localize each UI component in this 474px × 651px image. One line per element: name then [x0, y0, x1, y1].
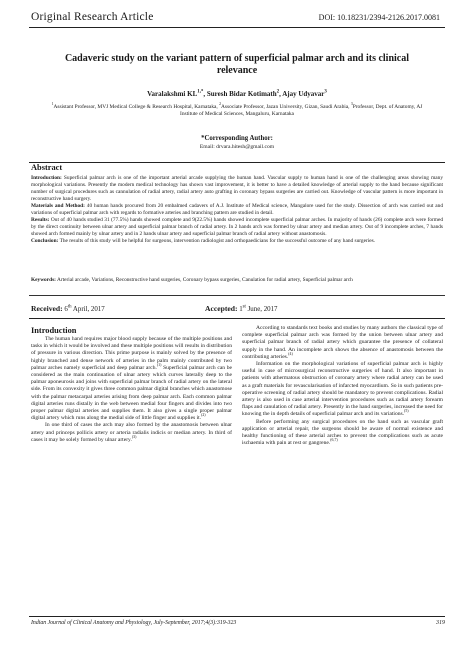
abstract-intro-text: Superficial palmar arch is one of the important arterial arcade supplying the human hand. Vascular supply to human hand is one of the challenging areas showing many morphological variations. Presently the modern medical technology has shown vast improvement, it is better to have a detailed knowledge of arterial supply to the hand because significant number of surgical procedures such as cannulation of radial artery, radial artery auto grafting in coronary bypass surgeries are carried out. Knowledge of vascular pattern is more important in reconstructive hand surgery. — [31, 175, 443, 203]
accepted-date — [205, 304, 278, 313]
right-column — [242, 325, 443, 447]
corresponding-author-heading: *Corresponding Author: — [201, 135, 273, 142]
keywords — [31, 277, 443, 284]
doi: DOI: 10.18231/2394-2126.2017.0081 — [318, 13, 440, 22]
abstract-methods-text: 40 human hands procured from 20 embalmed cadavers of A.J. Institute of Medical science, Mangalore used for the study. Dissection of arch was carried out and variations of superficial palmar arch with regards to formative arteries and branching pattern are studied in detail. — [31, 203, 443, 217]
dates-rule — [29, 318, 445, 319]
header-rule — [29, 27, 445, 28]
abstract-conclusion-text: The results of this study will be helpful for surgeons, intervention radiologist and orthopaedicians for the successful outcome of any hand surgeries. — [58, 238, 376, 245]
accepted-value: 1st June, 2017 — [239, 304, 278, 313]
abstract-heading: Abstract — [31, 163, 63, 172]
affiliations: $^1$Assistant Professor, MVJ Medical College & Research Hospital, Karnataka, $^2$Associate Professor, Jazan University, Gizan, Saudi Arabia, $^3$Professor, Dept. of Anatomy, AJ Institute of Medical Sciences, Mangaluru, Karnataka — [51, 102, 423, 117]
paragraph: Information on the morphological variations of superficial palmar arch is highly useful in case of microsurgical reconstructive surgeries of hand. It also important in patients with athermatous obstruction of coronary artery where radial artery can be used as a graft materials for revascularisation of infarcted myocardium. So in such patients pre-operative screening of radial artery should be mandatory to prevent complications. Radial artery is also used in case arterial intervention procedures such as radial artery forearm flaps and canulation of radial artery. Presently in the hand surgeries, increased the need for knowing the in depth details of superficial palmar arch and its variations.$^{(5)}$ — [242, 361, 443, 418]
footer-rule — [29, 616, 445, 617]
keywords-label: Keywords: — [31, 277, 56, 283]
article-title: Cadaveric study on the variant pattern of superficial palmar arch and its clinical relevance — [64, 53, 410, 76]
received-value: 6th April, 2017 — [64, 304, 105, 313]
paragraph: The human hand requires major blood supply because of the multiple positions and tasks in which it would be involved and these multiple positions will results in distribution of pressure in various direction. This prime purpose is mainly solved by the presence of highly branched and dense network of arteries in the palm mainly contributed by two palmar arches namely superficial and deep palmar arch.$^{(1)}$ Superficial palmar arch can be considered as the main continuation of ulnar artery which curves laterally deep to the palmar aponeurosis and joins with superficial palmar branch of radial artery on the lateral side. From its convexity it gives three common palmar digital branches which anastomose with the palmar metacarpal arteries arising from deep palmar arch. Each common palmar digital arteries runs distally in the web between medial four fingers and divides into two proper palmar digital arteries and supplies them. It also gives a single proper palmar digital artery which runs along the medial side of little finger and supplies it.$^{(2)}$ — [31, 336, 232, 422]
paragraph: Before performing any surgical procedures on the hand such as vascular graft application or arterial repair, the surgeons should be aware of normal existence and healthy functioning of these arterial arches to prevent the complications such as acute ischaemia with pain at rest or gangrene.$^{(6,7)}$ — [242, 418, 443, 447]
abstract-intro-label: Introduction: — [31, 175, 62, 181]
abstract-methods-label: Materials and Method: — [31, 203, 85, 210]
paragraph: In one third of cases the arch may also formed by the anastomosis between ulnar artery and princeps pollicis artery or arteria radialis indicis or median artery. In third of cases it may be solely formed by ulnar artery.$^{(3)}$ — [31, 422, 232, 443]
accepted-label: Accepted: — [205, 304, 238, 313]
introduction-heading: Introduction — [31, 326, 77, 335]
section-label: Original Research Article — [31, 11, 154, 23]
received-label: Received: — [31, 304, 63, 313]
corresponding-email: Email: drvara.hitesh@gmail.com — [199, 144, 275, 150]
journal-citation: Indian Journal of Clinical Anatomy and Physiology, July-September, 2017;4(3):319-323 — [31, 620, 237, 626]
author-list: Varalakshmi $KL^{1,*}$, Suresh Bidar Kotimath$^2$, Ajay Udyavar$^3$ — [147, 89, 327, 98]
abstract-conclusion-label: Conclusion: — [31, 238, 59, 245]
left-column — [31, 336, 232, 444]
keywords-text: Arterial arcade, Variations, Reconstructive hand surgeries, Coronary bypass surgeries, Canulation for radial artery, Superficial palmar arch — [55, 277, 353, 283]
abstract-body — [31, 175, 443, 245]
abstract-results-text: Out of 40 hands studied 31 (77.5%) hands showed complete and 9(22.5%) hands showed incomplete superficial palmar arches. In majority of hands (26) complete arch were formed by the direct continuity between ulnar artery and superficial palmar branch of radial artery. In 2 hands arch was formed by ulnar artery and median artery. Out of 9 incomplete arches, 7 hands showed arch formed mainly by ulnar artery and in 2 hands ulnar artery and superficial palmar branch of radial artery without anastomosis. — [31, 217, 443, 238]
received-date — [31, 304, 105, 313]
paragraph: According to standards text books and studies by many authors the classical type of complete superficial palmar arch was formed by the union between ulnar artery and superficial palmar branch of radial artery which guarantee the presence of collateral supply in the hand. An incomplete arch shows the absence of anastomosis between the contributing arteries.$^{(4)}$ — [242, 325, 443, 360]
page-number: 319 — [436, 620, 445, 626]
abstract-results-label: Results: — [31, 217, 50, 224]
